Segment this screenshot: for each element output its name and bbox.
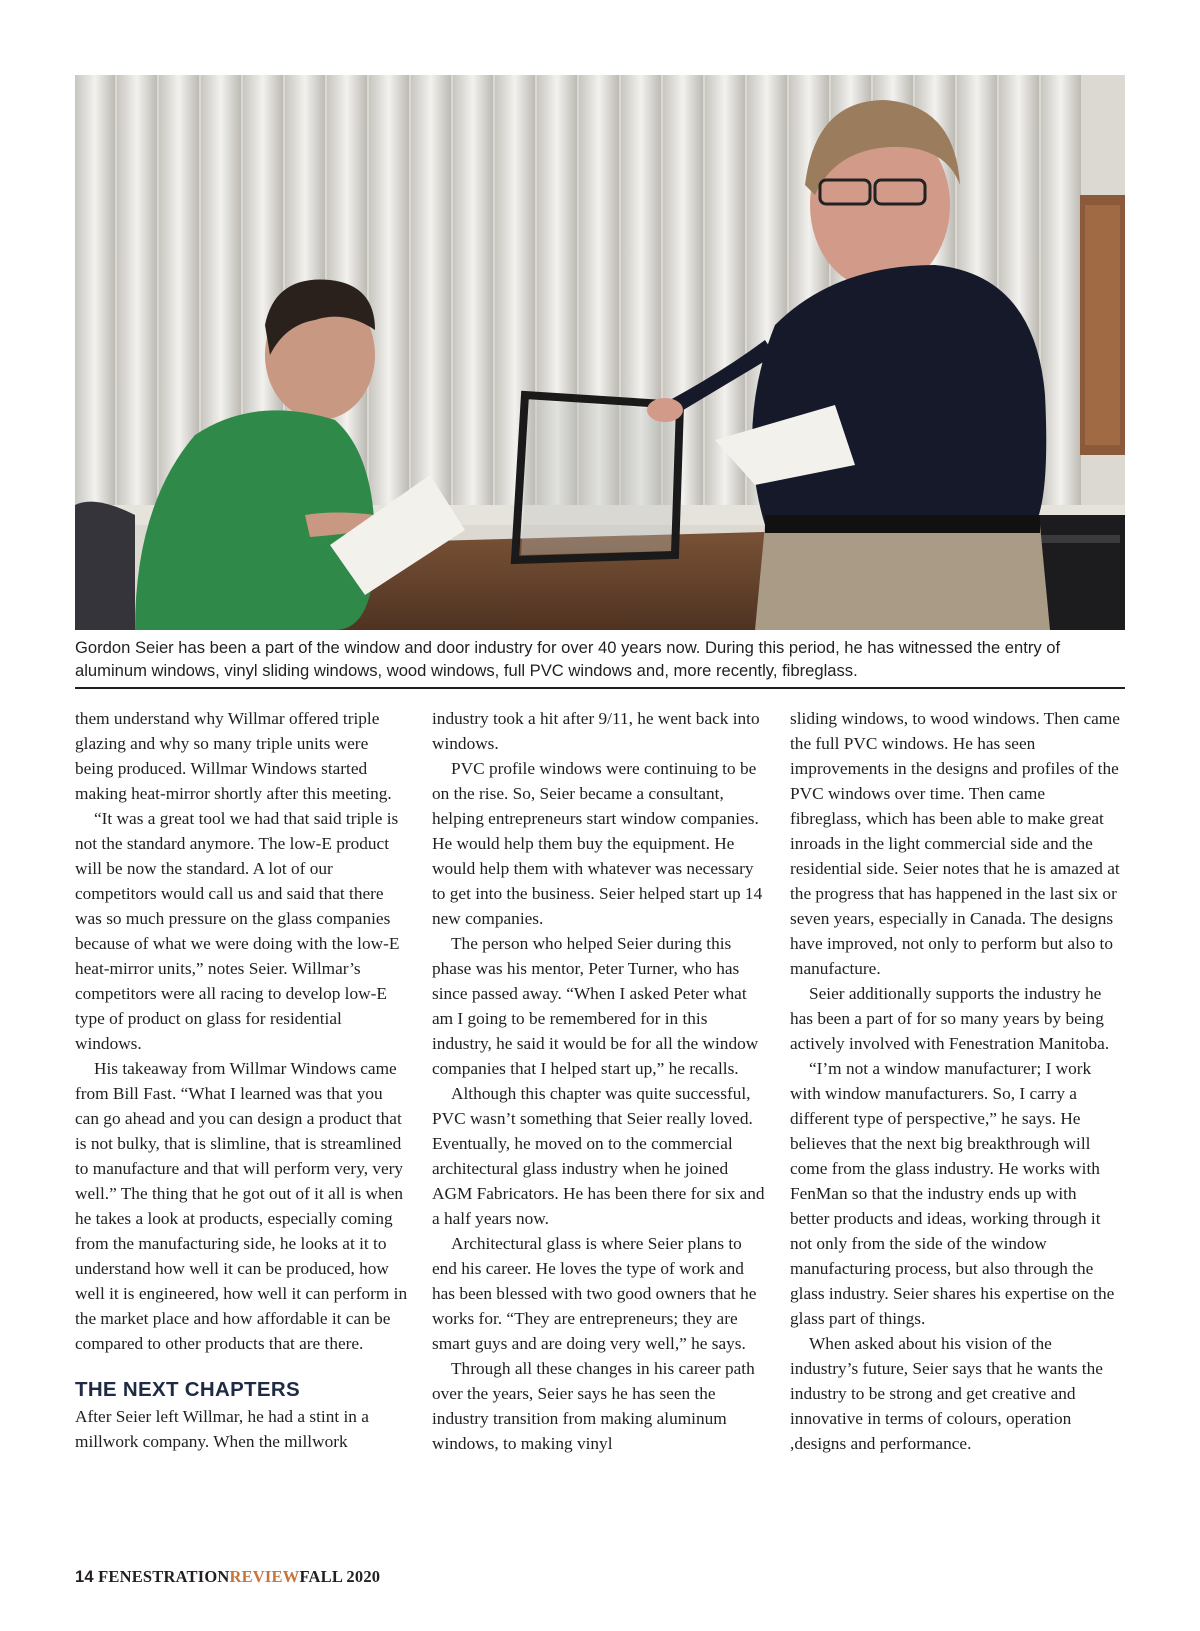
paragraph: sliding windows, to wood windows. Then came the full PVC windows. He has seen improvements in the designs and profiles of the PVC windows over time. Then came fibreglass, which has been able to make great inroads in the light commercial side and the residential side. Seier notes that he is amazed at the progress that has happened in the last six or seven years, especially in Canada. The designs have improved, not only to perform but also to manufacture. bbox=[790, 709, 1120, 978]
page-number: 14 bbox=[75, 1568, 94, 1586]
paragraph: “I’m not a window manufacturer; I work with window manufacturers. So, I carry a different type of perspective,” he says. He believes that the next big breakthrough will come from the glass industry. He works with FenMan so that the industry ends up with better products and ideas, working through it not only from the side of the window manufacturing process, but also through the glass industry. Seier shares his expertise on the glass part of things. bbox=[790, 1059, 1115, 1328]
paragraph: When asked about his vision of the industry’s future, Seier says that he wants the industry to be strong and get creative and innovative in terms of colours, operation ,designs and performance. bbox=[790, 1334, 1103, 1453]
caption-divider bbox=[75, 687, 1125, 689]
issue-label: FALL 2020 bbox=[299, 1567, 381, 1586]
article-photo bbox=[75, 75, 1125, 630]
page-footer bbox=[75, 1567, 380, 1587]
paragraph: them understand why Willmar offered triple glazing and why so many triple units were being produced. Willmar Windows started making heat-mirror shortly after this meeting. bbox=[75, 709, 392, 803]
article-column-2 bbox=[432, 706, 767, 1456]
brand-part-2: REVIEW bbox=[229, 1567, 300, 1586]
paragraph: PVC profile windows were continuing to be on the rise. So, Seier became a consultant, helping entrepreneurs start window companies. He would help them buy the equipment. He would help them with whatever was necessary to get into the business. Seier helped start up 14 new companies. bbox=[432, 759, 763, 928]
magazine-name bbox=[98, 1567, 299, 1586]
article-column-3 bbox=[790, 706, 1120, 1456]
brand-part-1: FENESTRATION bbox=[98, 1567, 230, 1586]
section-heading: THE NEXT CHAPTERS bbox=[75, 1378, 300, 1401]
printer bbox=[1035, 515, 1125, 630]
paragraph: The person who helped Seier during this phase was his mentor, Peter Turner, who has since passed away. “When I asked Peter what am I going to be remembered for in this industry, he said it would be for all the window companies that I helped start up,” he recalls. bbox=[432, 934, 759, 1078]
chair bbox=[75, 502, 135, 630]
photo-caption: Gordon Seier has been a part of the window and door industry for over 40 years now. During this period, he has witnessed the entry of aluminum windows, vinyl sliding windows, wood windows, full PVC windows and, more recently, fibreglass. bbox=[75, 638, 1061, 680]
paragraph: Although this chapter was quite successful, PVC wasn’t something that Seier really loved. Eventually, he moved on to the commercial architectural glass industry when he joined AGM Fabricators. He has been there for six and a half years now. bbox=[432, 1084, 765, 1228]
paragraph: “It was a great tool we had that said triple is not the standard anymore. The low-E product will be now the standard. A lot of our competitors would call us and said that there was so much pressure on the glass companies because of what we were doing with the low-E heat-mirror units,” notes Seier. Willmar’s competitors were all racing to develop low-E type of product on glass for residential windows. bbox=[75, 809, 400, 1053]
paragraph: industry took a hit after 9/11, he went back into windows. bbox=[432, 709, 760, 753]
paragraph: After Seier left Willmar, he had a stint in a millwork company. When the millwork bbox=[75, 1407, 369, 1451]
article-column-1 bbox=[75, 706, 410, 1454]
paragraph: Architectural glass is where Seier plans to end his career. He loves the type of work and has been blessed with two good owners that he works for. “They are entrepreneurs; they are smart guys and are doing very well,” he says. bbox=[432, 1234, 757, 1353]
paragraph: His takeaway from Willmar Windows came from Bill Fast. “What I learned was that you can go ahead and you can design a product that is not bulky, that is slimline, that is streamlined to manufacture and that will perform very, very well.” The thing that he got out of it all is when he takes a look at products, especially coming from the manufacturing side, he looks at it to understand how well it can be produced, how well it is engineered, how well it can perform in the market place and how affordable it can be compared to other products that are there. bbox=[75, 1059, 408, 1353]
paragraph: Seier additionally supports the industry he has been a part of for so many years by being actively involved with Fenestration Manitoba. bbox=[790, 984, 1110, 1053]
paragraph: Through all these changes in his career path over the years, Seier says he has seen the industry transition from making aluminum windows, to making vinyl bbox=[432, 1359, 755, 1453]
photo-illustration bbox=[75, 75, 1125, 630]
